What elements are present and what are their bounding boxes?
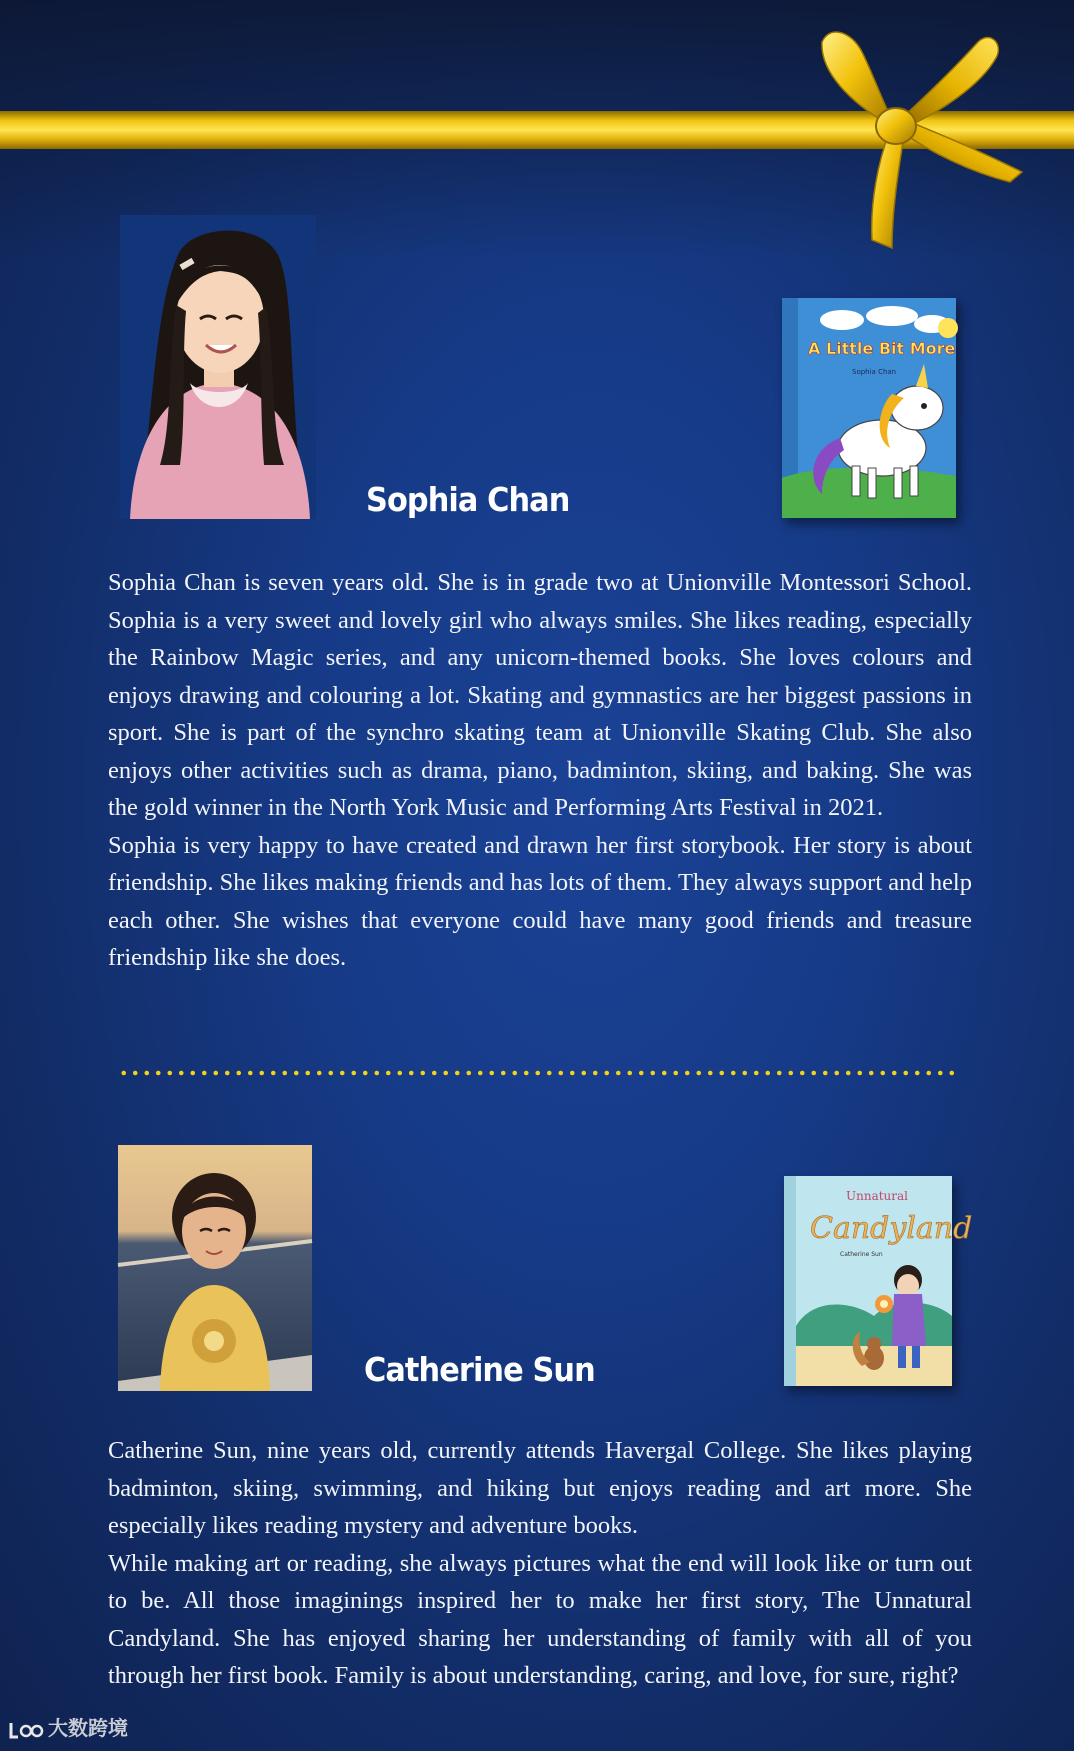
girl-portrait-icon [120,215,316,519]
watermark [8,1712,128,1741]
dotted-divider [118,1070,958,1076]
book-title-text: A Little Bit More [808,339,956,358]
watermark-text: 大数跨境 [48,1716,128,1740]
profile-bio [108,564,972,977]
bio-paragraph: Catherine Sun, nine years old, currently attends Havergal College. She likes playing badminton, skiing, swimming, and hiking but enjoys reading and art more. She especially likes reading mystery and adventure books. [108,1437,972,1539]
svg-text:Catherine Sun: Catherine Sun [840,1251,883,1258]
svg-text:Sophia Chan: Sophia Chan [852,368,897,376]
unicorn-illustration-icon [782,298,956,518]
girl-and-squirrel-illustration-icon [784,1176,973,1386]
profile-bio [108,1432,972,1695]
bio-paragraph: Sophia Chan is seven years old. She is in grade two at Unionville Montessori School. Sophia is a very sweet and lovely girl who always smiles. She likes reading, especially the Rainbow Magic series, and any unicorn-themed books. She loves colours and enjoys drawing and colouring a lot. Skating and gymnastics are her biggest passions in sport. She is part of the synchro skating team at Unionville Skating Club. She also enjoys other activities such as drama, piano, badminton, skiing, and baking. She was the gold winner in the North York Music and Performing Arts Festival in 2021. [108,569,972,821]
watermark-logo-icon [8,1719,44,1741]
gold-bow-icon [800,12,1030,252]
profile-name: Sophia Chan [366,480,570,519]
svg-text:Unnatural: Unnatural [846,1189,909,1203]
book-cover-unnatural-candyland [784,1176,973,1386]
profile-name: Catherine Sun [364,1350,595,1389]
svg-text:Candyland: Candyland [810,1211,973,1246]
bio-paragraph: While making art or reading, she always pictures what the end will look like or turn out to be. All those imaginings inspired her to make her first story, The Unnatural Candyland. She has enjoyed sharing her understanding of family with all of you through her first book. Family is about understanding, caring, and love, for sure, right? [108,1549,972,1689]
catherine-sun-photo [118,1145,312,1391]
book-cover-a-little-bit-more [782,298,956,518]
bio-paragraph: Sophia is very happy to have created and drawn her first storybook. Her story is about friendship. She likes making friends and has lots of them. They always support and help each other. She wishes that everyone could have many good friends and treasure friendship like she does. [108,831,972,971]
girl-portrait-icon [118,1145,312,1391]
sophia-chan-photo [120,215,316,519]
